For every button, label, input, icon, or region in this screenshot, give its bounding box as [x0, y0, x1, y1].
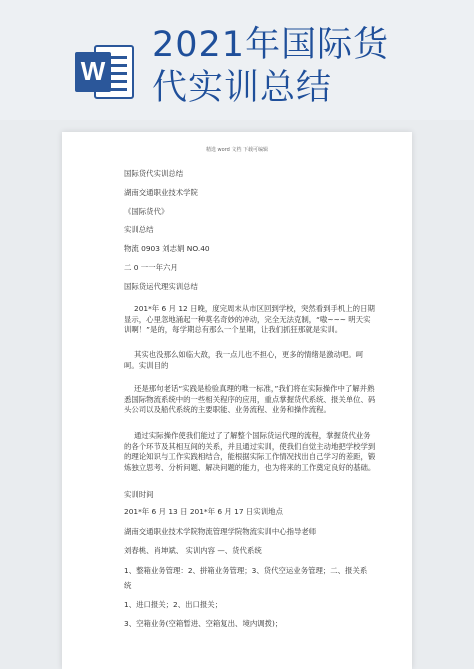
- training-location-line: 湖南交通职业技术学院物流管理学院物流实训中心指导老师: [124, 527, 317, 536]
- document-page: [62, 132, 412, 669]
- paragraph-attitude: 其实也没那么如临大敌，我一点儿也不担心，更多的情绪是激动吧。呵呵。实训目的: [124, 350, 364, 370]
- teachers-line: 刘春桃、肖坤斌、 实训内容 —、货代系统: [124, 546, 262, 555]
- paragraph-intro: 201*年 6 月 12 日晚，度完周末从市区回到学校，突然看到手机上的日期显示，心里忽地涌起一种莫名奇妙的冲动，完全无法克制，“嗷~~~ 明天实训啊！”是的，每学期总有那么一个星期，让我们抓狂那就是实训。: [124, 304, 375, 335]
- title-line-2: 代实训总结: [152, 68, 333, 108]
- training-time-label: 实训时间: [124, 490, 154, 499]
- title-line-1: 2021年国际货: [152, 25, 390, 65]
- date-line: 二 0 一一年六月: [124, 263, 178, 272]
- content-list-line: 1、整箱业务管理：2、拼箱业务管理；3、货代空运业务管理；二、报关系: [124, 566, 368, 575]
- school-name-line: 湖南交通职业技术学院: [124, 188, 198, 197]
- student-line: 物流 0903 刘志娟 NO.40: [124, 244, 210, 253]
- page-header-note: 精选 word 文档 下载可编辑: [205, 147, 269, 153]
- paragraph-purpose: 还是那句老话“实践是检验真理的唯一标准，”我们将在实际操作中了解并熟悉国际物流系统中的一些相关程序的应用，重点掌握货代系统、报关单位、码头公司以及船代系统的主要职能、业务流程、业务和操作流程。: [124, 384, 376, 415]
- section-heading: 国际货运代理实训总结: [124, 282, 198, 291]
- empty-container-line: 3、空箱业务(空箱暂进、空箱复出、境内调拨)；: [124, 619, 283, 628]
- word-icon-letter: W: [80, 56, 106, 86]
- course-name-line: 《国际货代》: [124, 207, 169, 216]
- paragraph-goals: 通过实际操作使我们能过了了解整个国际货运代理的流程，掌握货代业务的各个环节及其相互间的关系，并且通过实训，使我们自觉主动地把学校学到的理论知识与工作实践相结合，能根据实际工作情况找出自己学习的差距，锻炼独立思考、分析问题、解决问题的能力，也为将来的工作奠定良好的基础。: [124, 431, 376, 472]
- training-dates-line: 201*年 6 月 13 日 201*年 6 月 17 日实训地点: [124, 507, 283, 516]
- report-type-line: 实训总结: [124, 225, 154, 234]
- word-document-icon: [73, 40, 137, 104]
- page-title: [152, 24, 452, 110]
- customs-list-line: 1、进口报关；2、出口报关；: [124, 600, 223, 609]
- doc-title-line: 国际货代实训总结: [124, 169, 184, 178]
- content-list-wrap: 统: [124, 581, 132, 590]
- header-banner: [0, 0, 474, 120]
